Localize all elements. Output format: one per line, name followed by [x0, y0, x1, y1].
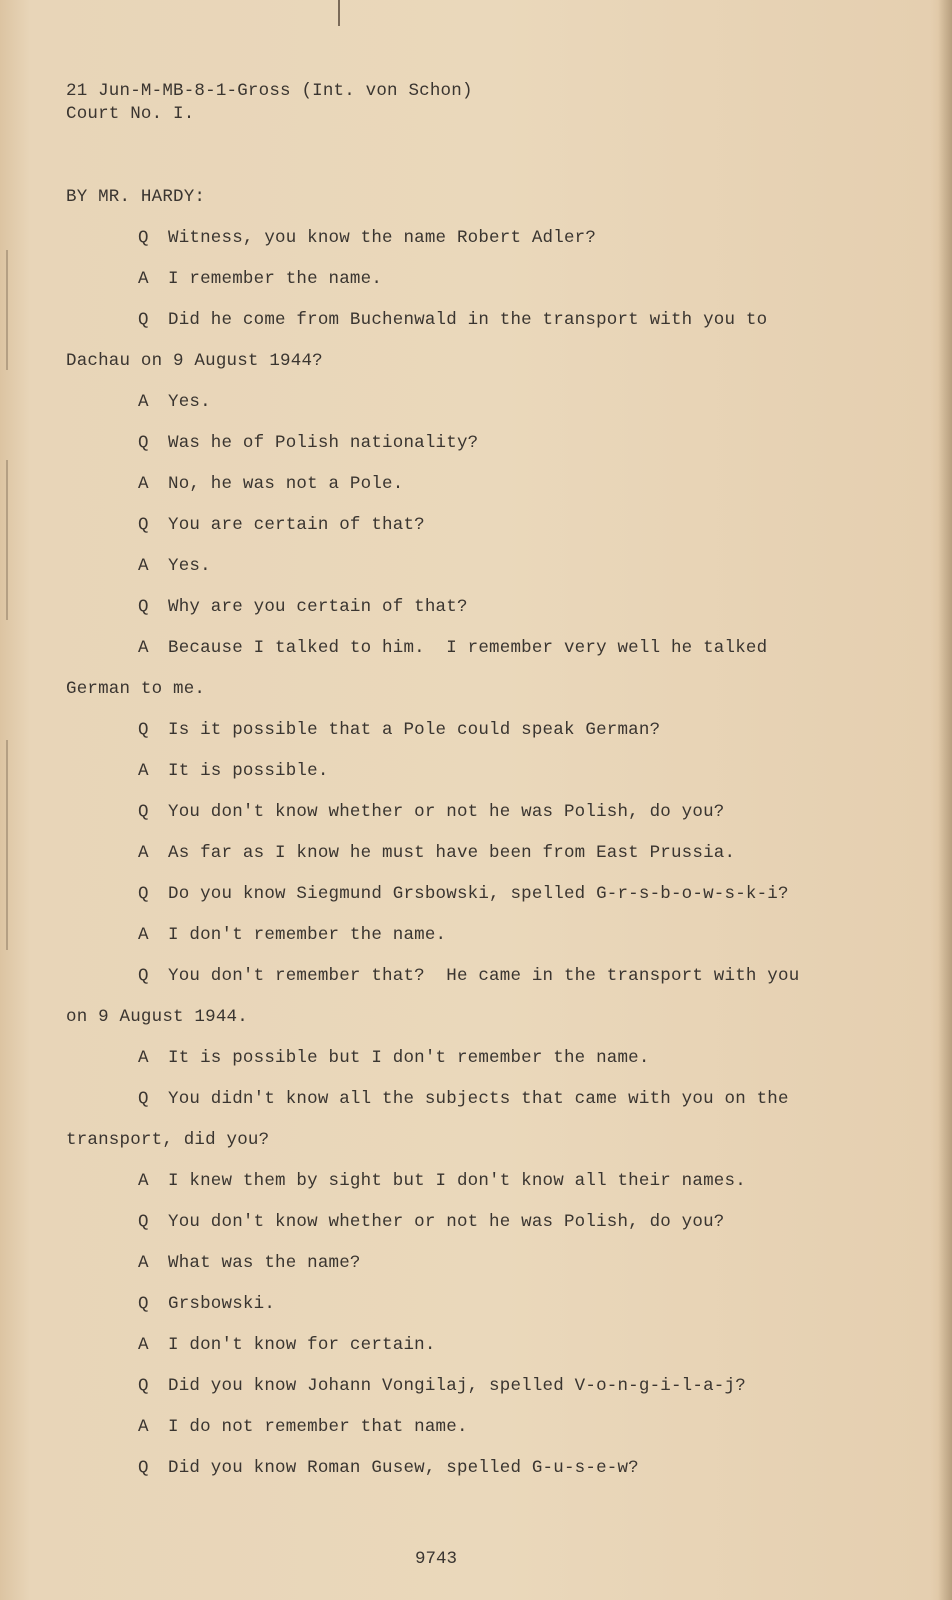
- transcript-line: Was he of Polish nationality?: [168, 433, 479, 453]
- transcript-line: You don't know whether or not he was Polish, do you?: [168, 802, 725, 822]
- margin-mark: [6, 250, 8, 370]
- transcript-line: It is possible but I don't remember the name.: [168, 1048, 650, 1068]
- speaker-marker: Q: [138, 597, 149, 617]
- transcript-line: You don't know whether or not he was Polish, do you?: [168, 1212, 725, 1232]
- speaker-marker: Q: [138, 1294, 149, 1314]
- speaker-marker: Q: [138, 1458, 149, 1478]
- transcript-line: Witness, you know the name Robert Adler?: [168, 228, 597, 248]
- speaker-marker: Q: [138, 966, 149, 986]
- transcript-line: Did you know Roman Gusew, spelled G-u-s-e-w?: [168, 1458, 639, 1478]
- transcript-line: Do you know Siegmund Grsbowski, spelled G-r-s-b-o-w-s-k-i?: [168, 884, 789, 904]
- speaker-marker: A: [138, 638, 149, 658]
- speaker-marker: A: [138, 269, 149, 289]
- margin-mark: [6, 460, 8, 620]
- speaker-marker: Q: [138, 1212, 149, 1232]
- transcript-line: I don't know for certain.: [168, 1335, 436, 1355]
- speaker-marker: Q: [138, 310, 149, 330]
- transcript-line: Did he come from Buchenwald in the transport with you to: [168, 310, 768, 330]
- speaker-marker: Q: [138, 1376, 149, 1396]
- transcript-line: I do not remember that name.: [168, 1417, 468, 1437]
- header-line-1: 21 Jun-M-MB-8-1-Gross (Int. von Schon): [66, 81, 473, 101]
- speaker-marker: Q: [138, 228, 149, 248]
- speaker-marker: Q: [138, 720, 149, 740]
- speaker-marker: A: [138, 1171, 149, 1191]
- page-number: 9743: [415, 1549, 458, 1569]
- page-edge: [938, 0, 952, 1600]
- transcript-line: Dachau on 9 August 1944?: [66, 351, 323, 371]
- margin-mark: [6, 740, 8, 950]
- transcript-line: Is it possible that a Pole could speak German?: [168, 720, 661, 740]
- header-line-2: Court No. I.: [66, 104, 195, 124]
- transcript-line: I remember the name.: [168, 269, 383, 289]
- speaker-marker: A: [138, 1335, 149, 1355]
- transcript-line: I don't remember the name.: [168, 925, 447, 945]
- speaker-marker: Q: [138, 884, 149, 904]
- binding-mark: [338, 0, 340, 26]
- speaker-marker: A: [138, 1048, 149, 1068]
- transcript-line: No, he was not a Pole.: [168, 474, 404, 494]
- speaker-marker: Q: [138, 1089, 149, 1109]
- speaker-marker: Q: [138, 433, 149, 453]
- speaker-marker: A: [138, 1253, 149, 1273]
- transcript-line: You don't remember that? He came in the transport with you: [168, 966, 800, 986]
- transcript-line: Why are you certain of that?: [168, 597, 468, 617]
- transcript-line: on 9 August 1944.: [66, 1007, 248, 1027]
- transcript-line: It is possible.: [168, 761, 329, 781]
- transcript-line: transport, did you?: [66, 1130, 270, 1150]
- transcript-line: You didn't know all the subjects that came with you on the: [168, 1089, 789, 1109]
- speaker-marker: A: [138, 761, 149, 781]
- speaker-marker: A: [138, 843, 149, 863]
- examiner-heading: BY MR. HARDY:: [66, 187, 206, 207]
- speaker-marker: Q: [138, 802, 149, 822]
- transcript-line: As far as I know he must have been from East Prussia.: [168, 843, 736, 863]
- transcript-line: You are certain of that?: [168, 515, 425, 535]
- transcript-line: Because I talked to him. I remember very well he talked: [168, 638, 768, 658]
- speaker-marker: A: [138, 1417, 149, 1437]
- speaker-marker: A: [138, 474, 149, 494]
- transcript-line: German to me.: [66, 679, 206, 699]
- transcript-line: I knew them by sight but I don't know all their names.: [168, 1171, 746, 1191]
- speaker-marker: Q: [138, 515, 149, 535]
- transcript-line: What was the name?: [168, 1253, 361, 1273]
- speaker-marker: A: [138, 925, 149, 945]
- transcript-line: Yes.: [168, 556, 211, 576]
- transcript-line: Yes.: [168, 392, 211, 412]
- transcript-line: Did you know Johann Vongilaj, spelled V-o-n-g-i-l-a-j?: [168, 1376, 746, 1396]
- speaker-marker: A: [138, 556, 149, 576]
- speaker-marker: A: [138, 392, 149, 412]
- transcript-line: Grsbowski.: [168, 1294, 276, 1314]
